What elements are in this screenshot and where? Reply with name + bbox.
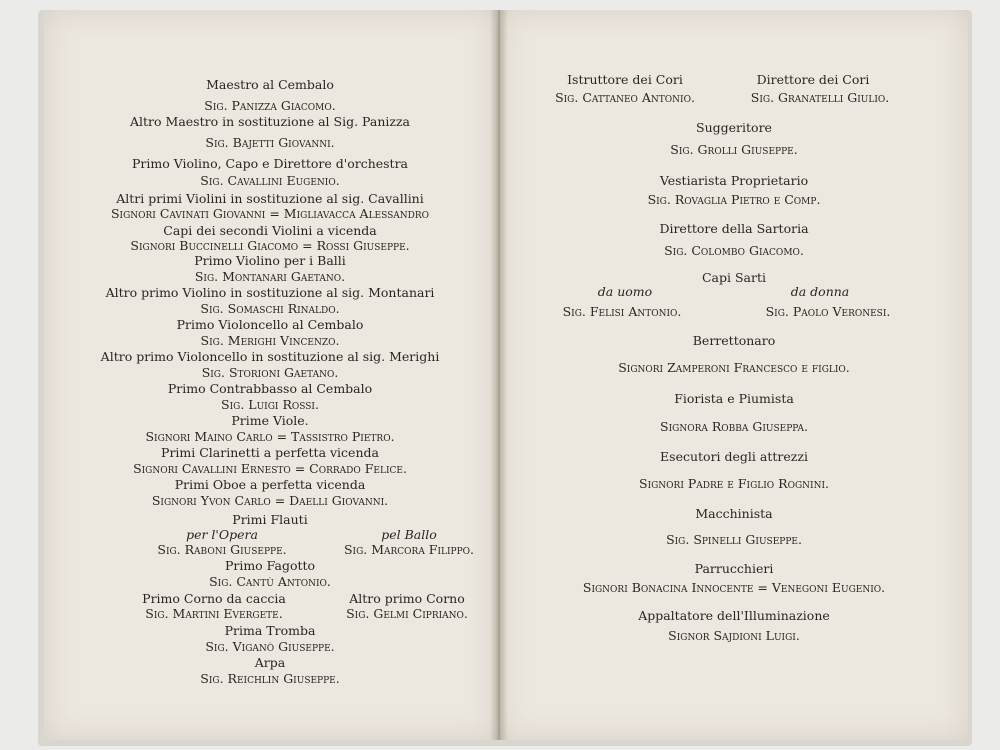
- name-montanari: Sig. Montanari Gaetano.: [194, 269, 346, 284]
- heading-vestiarista: Vestiarista Proprietario: [659, 173, 809, 188]
- name-martini: Sig. Martini Evergete.: [145, 606, 283, 621]
- right-page: [500, 10, 968, 740]
- heading-clarinetti: Primi Clarinetti a perfetta vicenda: [161, 445, 379, 460]
- right-page-text: [500, 10, 968, 740]
- heading-suggeritore: Suggeritore: [696, 120, 772, 135]
- heading-altri-violini: Altri primi Violini in sostituzione al sig. Cavallini: [116, 191, 424, 206]
- heading-primo-violino: Primo Violino, Capo e Direttore d'orchestra: [131, 156, 409, 171]
- flauti-role-opera: per l'Opera: [186, 527, 258, 542]
- heading-appaltatore-illuminazione: Appaltatore dell'Illuminazione: [638, 608, 830, 623]
- names-yvon-daelli: Signori Yvon Carlo = Daelli Giovanni.: [151, 493, 389, 508]
- heading-violino-balli: Primo Violino per i Balli: [194, 253, 346, 268]
- name-robba: Signora Robba Giuseppa.: [660, 419, 808, 434]
- name-zamperoni: Signori Zamperoni Francesco e figlio.: [618, 360, 850, 375]
- heading-altro-violoncello: Altro primo Violoncello in sostituzione al sig. Merighi: [100, 349, 440, 364]
- name-rognini: Signori Padre e Figlio Rognini.: [639, 476, 829, 491]
- name-panizza: Sig. Panizza Giacomo.: [204, 98, 336, 113]
- name-felisi: Sig. Felisi Antonio.: [562, 304, 682, 319]
- name-rovaglia: Sig. Rovaglia Pietro e Comp.: [647, 192, 821, 207]
- name-grolli: Sig. Grolli Giuseppe.: [670, 142, 798, 157]
- heading-secondi-violini: Capi dei secondi Violini a vicenda: [163, 223, 377, 238]
- names-cavallini-corrado: Signori Cavallini Ernesto = Corrado Felice.: [133, 461, 407, 476]
- name-marcora: Sig. Marcora Filippo.: [343, 542, 475, 557]
- name-cavallini-eugenio: Sig. Cavallini Eugenio.: [200, 173, 340, 188]
- heading-altro-corno: Altro primo Corno: [349, 591, 465, 606]
- names-maino-tassistro: Signori Maino Carlo = Tassistro Pietro.: [145, 429, 395, 444]
- name-granatelli: Sig. Granatelli Giulio.: [750, 90, 890, 105]
- heading-altro-violino: Altro primo Violino in sostituzione al sig. Montanari: [105, 285, 435, 300]
- heading-arpa: Arpa: [254, 655, 286, 670]
- name-colombo: Sig. Colombo Giacomo.: [664, 243, 804, 258]
- name-reichlin: Sig. Reichlin Giuseppe.: [200, 671, 340, 686]
- name-spinelli: Sig. Spinelli Giuseppe.: [666, 532, 802, 547]
- heading-corno-caccia: Primo Corno da caccia: [142, 591, 286, 606]
- name-luigi-rossi: Sig. Luigi Rossi.: [221, 397, 319, 412]
- heading-direttore-sartoria: Direttore della Sartoria: [659, 221, 809, 236]
- heading-fagotto: Primo Fagotto: [224, 558, 316, 573]
- book-gutter: [490, 10, 508, 740]
- heading-viole: Prime Viole.: [231, 413, 309, 428]
- heading-istruttore-cori: Istruttore dei Cori: [567, 72, 683, 87]
- name-storioni: Sig. Storioni Gaetano.: [201, 365, 339, 380]
- heading-esecutori-attrezzi: Esecutori degli attrezzi: [660, 449, 808, 464]
- heading-contrabbasso: Primo Contrabbasso al Cembalo: [167, 381, 373, 396]
- name-merighi: Sig. Merighi Vincenzo.: [200, 333, 340, 348]
- name-gelmi: Sig. Gelmi Cipriano.: [346, 606, 468, 621]
- heading-berrettonaro: Berrettonaro: [692, 333, 776, 348]
- heading-violoncello: Primo Violoncello al Cembalo: [176, 317, 364, 332]
- name-vigano: Sig. Viganò Giuseppe.: [205, 639, 335, 654]
- left-page: [44, 10, 496, 740]
- flauti-role-ballo: pel Ballo: [381, 527, 437, 542]
- heading-oboe: Primi Oboe a perfetta vicenda: [174, 477, 366, 492]
- heading-altro-maestro: Altro Maestro in sostituzione al Sig. Panizza: [130, 114, 410, 129]
- heading-flauti: Primi Flauti: [232, 512, 308, 527]
- name-raboni: Sig. Raboni Giuseppe.: [157, 542, 287, 557]
- name-cattaneo: Sig. Cattaneo Antonio.: [555, 90, 695, 105]
- sarti-role-uomo: da uomo: [597, 284, 653, 299]
- left-page-text: [44, 10, 496, 740]
- heading-macchinista: Macchinista: [695, 506, 773, 521]
- names-buccinelli-rossi: Signori Buccinelli Giacomo = Rossi Giuseppe.: [130, 238, 410, 253]
- sarti-role-donna: da donna: [790, 284, 850, 299]
- heading-maestro-cembalo: Maestro al Cembalo: [206, 77, 334, 92]
- name-bajetti: Sig. Bajetti Giovanni.: [205, 135, 335, 150]
- name-somaschi: Sig. Somaschi Rinaldo.: [200, 301, 340, 316]
- name-cantu: Sig. Cantù Antonio.: [209, 574, 331, 589]
- name-sajdioni: Signor Sajdioni Luigi.: [668, 628, 800, 643]
- name-veronesi: Sig. Paolo Veronesi.: [765, 304, 891, 319]
- names-bonacina-venegoni: Signori Bonacina Innocente = Venegoni Eugenio.: [582, 580, 886, 595]
- heading-tromba: Prima Tromba: [224, 623, 316, 638]
- heading-parrucchieri: Parrucchieri: [694, 561, 774, 576]
- heading-direttore-cori: Direttore dei Cori: [756, 72, 870, 87]
- heading-capi-sarti: Capi Sarti: [701, 270, 766, 285]
- names-cavinati-migliavacca: Signori Cavinati Giovanni = Migliavacca Alessandro: [110, 206, 430, 221]
- heading-fiorista: Fiorista e Piumista: [674, 391, 794, 406]
